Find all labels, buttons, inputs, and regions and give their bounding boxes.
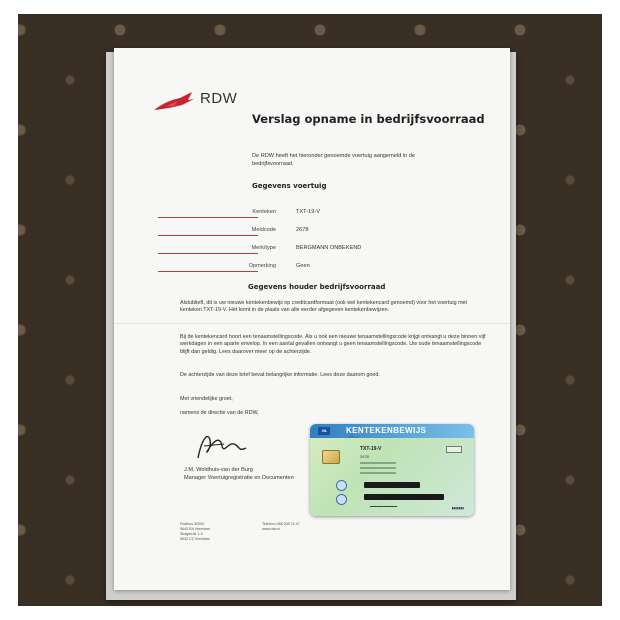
body-paragraph: Alstublieft, dit is uw nieuwe kentekenbewijs op creditcardformaat (ook wel kentekencard genoemd) voor het voertuig met kenteken TXT-19-V. Het komt in de plaats van alle eerder afgegeven kentekenbewijzen.	[180, 300, 468, 314]
photo-border-right	[602, 0, 620, 620]
vehicle-label: Opmerking	[248, 263, 276, 269]
vehicle-value: BERGMANN ONBEKEND	[296, 245, 362, 251]
signer-role: Manager Voertuigregistratie en Documenten	[184, 475, 294, 481]
footer-line: Telefoon 088 008 74 47	[262, 522, 300, 526]
footer-line: Skagerrak 1-5	[180, 532, 203, 536]
body-paragraph: Bij de kentekencard hoort een tenaamstellingscode. Als u ook een nieuwe tenaamstellingscode krijgt ontvangt u deze binnen vijf werkdagen in een aparte envelop. In een aantal gevallen ontvangt u geen tenaamstellingscode. Uw oude tenaamstellingscode blijft dan geldig. Lees daarover meer op de achterzijde.	[180, 334, 486, 355]
redaction-bar	[364, 494, 444, 500]
vehicle-label: Merk/type	[251, 245, 276, 251]
country-code: NL	[322, 428, 328, 433]
footer-line: 9640 RA Veendam	[180, 527, 210, 531]
footer-address	[180, 522, 210, 542]
card-title: KENTEKENBEWIJS	[346, 426, 427, 435]
card-meldcode: 2678	[360, 454, 369, 459]
intro-text: De RDW heeft het hieronder genoemde voertuig aangemeld in de bedrijfsvoorraad.	[252, 153, 415, 167]
wheel-icon	[336, 480, 347, 491]
row-rule	[158, 271, 258, 272]
closing-signoff: namens de directie van de RDW,	[180, 410, 259, 416]
card-text-line	[360, 467, 396, 469]
vehicle-label: Kenteken	[252, 209, 276, 215]
closing-greeting: Met vriendelijke groet,	[180, 396, 233, 402]
vehicle-row	[158, 224, 498, 238]
registration-card	[310, 424, 474, 516]
vehicle-row	[158, 206, 498, 220]
body-paragraph: De achterzijde van deze brief bevat belangrijke informatie. Lees deze daarom goed.	[180, 372, 380, 378]
vehicle-heading: Gegevens voertuig	[252, 182, 327, 190]
vehicle-row	[158, 242, 498, 256]
card-text-line	[360, 462, 396, 464]
card-text-line	[360, 472, 396, 474]
wheel-icon	[336, 494, 347, 505]
vehicle-label: Meldcode	[251, 227, 276, 233]
signature-icon	[194, 428, 254, 464]
signer-name: J.M. Woldhuis-van der Burg	[184, 467, 253, 473]
brand-name: RDW	[200, 90, 238, 107]
paper-fold	[114, 323, 510, 324]
photo-border-bottom	[0, 606, 620, 620]
row-rule	[158, 217, 258, 218]
footer-line: www.rdw.nl	[262, 527, 280, 531]
rdw-letter	[114, 48, 510, 590]
holder-heading: Gegevens houder bedrijfsvoorraad	[248, 283, 386, 291]
row-rule	[158, 235, 258, 236]
card-serial: ▮▮▮▮▮▮▮	[451, 506, 464, 510]
chip-icon	[322, 450, 340, 464]
vehicle-value: TXT-19-V	[296, 209, 320, 215]
rdw-logo-icon	[152, 90, 196, 112]
footer-line: 9642 CZ Veendam	[180, 537, 210, 541]
footer-contact	[262, 522, 300, 532]
redaction-bar	[364, 482, 420, 488]
card-subtitle: DEEL I	[348, 435, 358, 439]
card-fineprint: ▬▬▬▬▬▬▬▬	[370, 504, 398, 508]
vehicle-value: Geen	[296, 263, 310, 269]
photo-border-left	[0, 0, 18, 620]
row-rule	[158, 253, 258, 254]
signer-block	[184, 466, 294, 482]
photo-border-top	[0, 0, 620, 14]
card-code-box	[446, 446, 462, 453]
page-title: Verslag opname in bedrijfsvoorraad	[252, 112, 485, 126]
card-plate: TXT-19-V	[360, 446, 382, 452]
footer-line: Postbus 30000	[180, 522, 204, 526]
vehicle-value: 2678	[296, 227, 309, 233]
vehicle-row	[158, 260, 498, 274]
